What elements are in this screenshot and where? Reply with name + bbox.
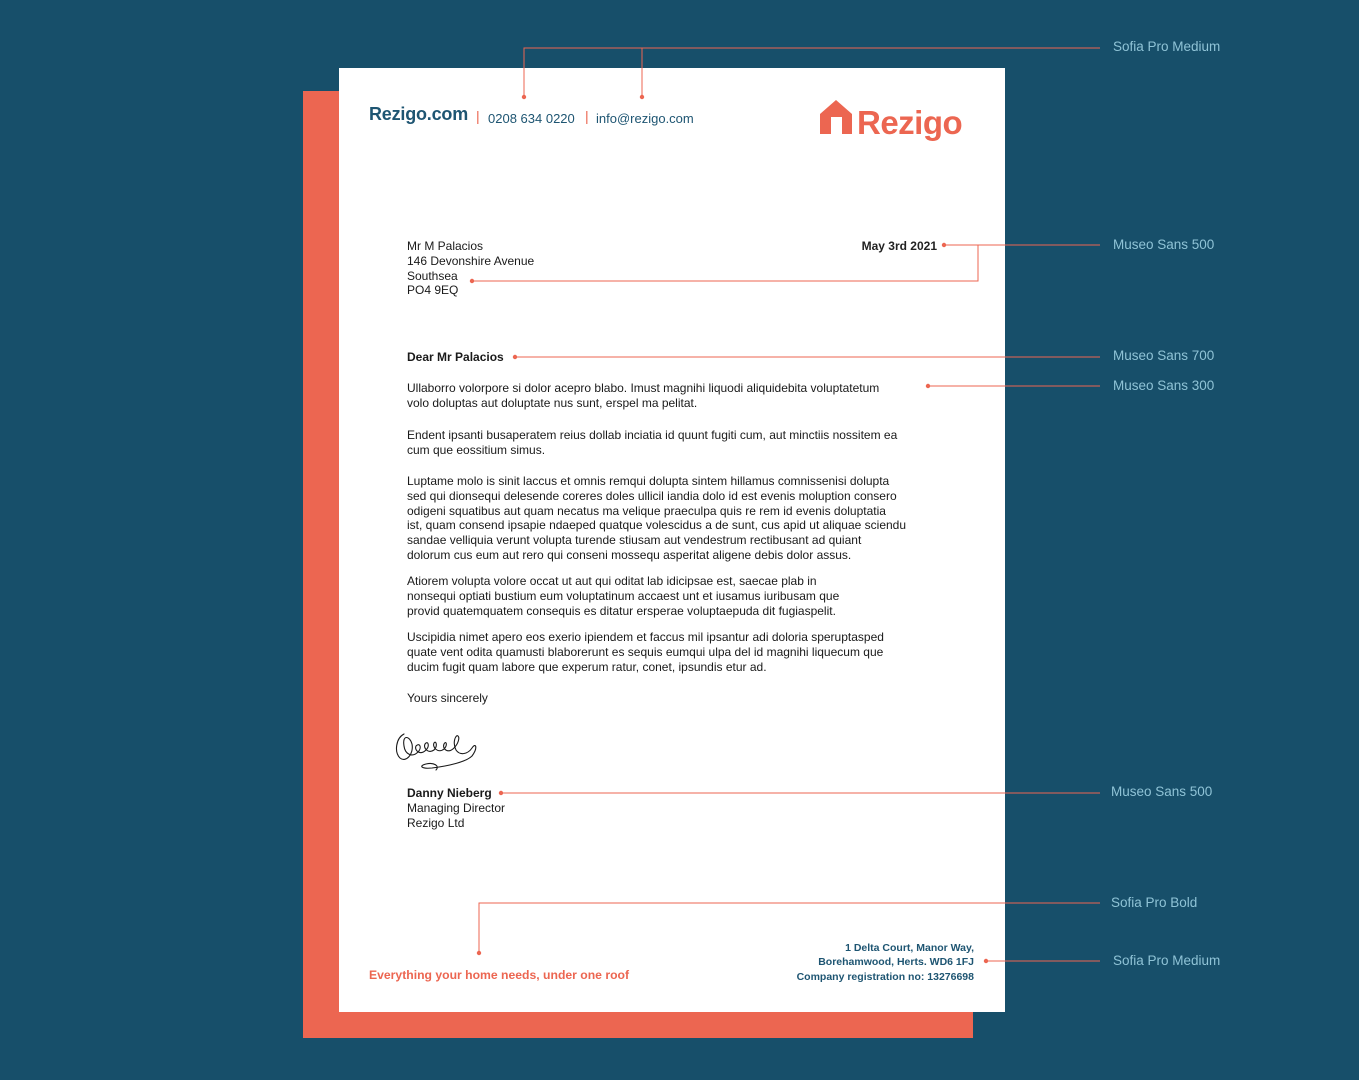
header-email: info@rezigo.com [596, 111, 694, 126]
signatory-company: Rezigo Ltd [407, 815, 465, 830]
logo-wordmark: Rezigo [857, 104, 963, 141]
paragraph-line: cum que eossitium simus. [407, 442, 546, 457]
paragraph-line: provid quatemquatem consequis es ditatur ersperae voluptaepuda dit fugiaspelit. [407, 603, 836, 618]
paragraph-line: sandae velliquia verunt volupta turende stiusam aut vendestrum rectibusant ad quiant [407, 533, 862, 548]
footer-address-line: Company registration no: 13276698 [796, 970, 974, 983]
paragraph-line: Luptame molo is sinit laccus et omnis remqui dolupta sintem hillamus comnissenisi dolupta [407, 474, 890, 488]
annotation-label: Sofia Pro Bold [1111, 895, 1198, 910]
recipient-line: Mr M Palacios [407, 239, 484, 253]
recipient-line: 146 Devonshire Avenue [407, 253, 535, 268]
annotation-label: Museo Sans 500 [1111, 784, 1213, 799]
closing: Yours sincerely [407, 691, 488, 705]
annotation-label: Museo Sans 300 [1113, 378, 1215, 393]
annotation-label: Museo Sans 700 [1113, 348, 1215, 363]
paragraph-line: Uscipidia nimet apero eos exerio ipiendem et faccus mil ipsantur adi doloria speruptasped [407, 630, 884, 644]
footer-address-line: 1 Delta Court, Manor Way, [845, 942, 974, 954]
paragraph-line: Endent ipsanti busaperatem reius dollab inciatia id quunt fugiti cum, aut minctiis nossitem ea [407, 428, 898, 442]
header-separator: | [585, 108, 589, 124]
paragraph-line: Atiorem volupta volore occat ut aut qui oditat lab idicipsae est, saecae plab in [407, 574, 817, 588]
signatory-name: Danny Nieberg [407, 786, 492, 800]
paragraph-line: ducim fugit quam labore que experum ratur, conet, ipsundis etur ad. [407, 659, 767, 674]
annotation-label: Sofia Pro Medium [1113, 953, 1221, 968]
paragraph-line: dolorum cus eum aut rero qui conseni mossequ asperitat aligene debis dolor assus. [407, 547, 852, 562]
header-website: Rezigo.com [369, 104, 469, 124]
footer-tagline: Everything your home needs, under one roof [369, 968, 630, 982]
paragraph-line: volo doluptas aut doluptate nus sunt, erspel ma pelitat. [407, 395, 698, 410]
annotation-label: Museo Sans 500 [1113, 237, 1215, 252]
recipient-line: PO4 9EQ [407, 283, 459, 298]
recipient-line: Southsea [407, 268, 458, 283]
header-phone: 0208 634 0220 [488, 111, 575, 126]
signatory-title: Managing Director [407, 800, 506, 815]
paragraph-line: quate vent odita quamusti blaborerunt es sequis eumqui ulpa del id magnihi liquecum que [407, 644, 884, 659]
paragraph-line: nonsequi optiati bustium eum voluptatinum accaest unt et iusamus iuribusam que [407, 588, 840, 603]
paragraph-line: sed qui dionsequi delesende coreres doles ullicil iandia dolo id est evenis moluption consero [407, 488, 897, 503]
header-separator: | [476, 108, 480, 124]
paragraph-line: ist, quam consend ipsapie ndaeped quatque volescidus a de sunt, cus apid ut aliquae sciendu [407, 518, 907, 533]
paragraph-line: Ullaborro volorpore si dolor acepro blabo. Imust magnihi liquodi aliquidebita voluptatetum [407, 381, 880, 395]
footer-address-line: Borehamwood, Herts. WD6 1FJ [818, 956, 974, 969]
annotation-label: Sofia Pro Medium [1113, 39, 1221, 54]
salutation: Dear Mr Palacios [407, 350, 504, 364]
letter-date: May 3rd 2021 [861, 239, 937, 253]
paragraph-line: odigeni squatibus aut quam necatus ma velique praeculpa quis re rem id evenis doluptatia [407, 503, 886, 518]
